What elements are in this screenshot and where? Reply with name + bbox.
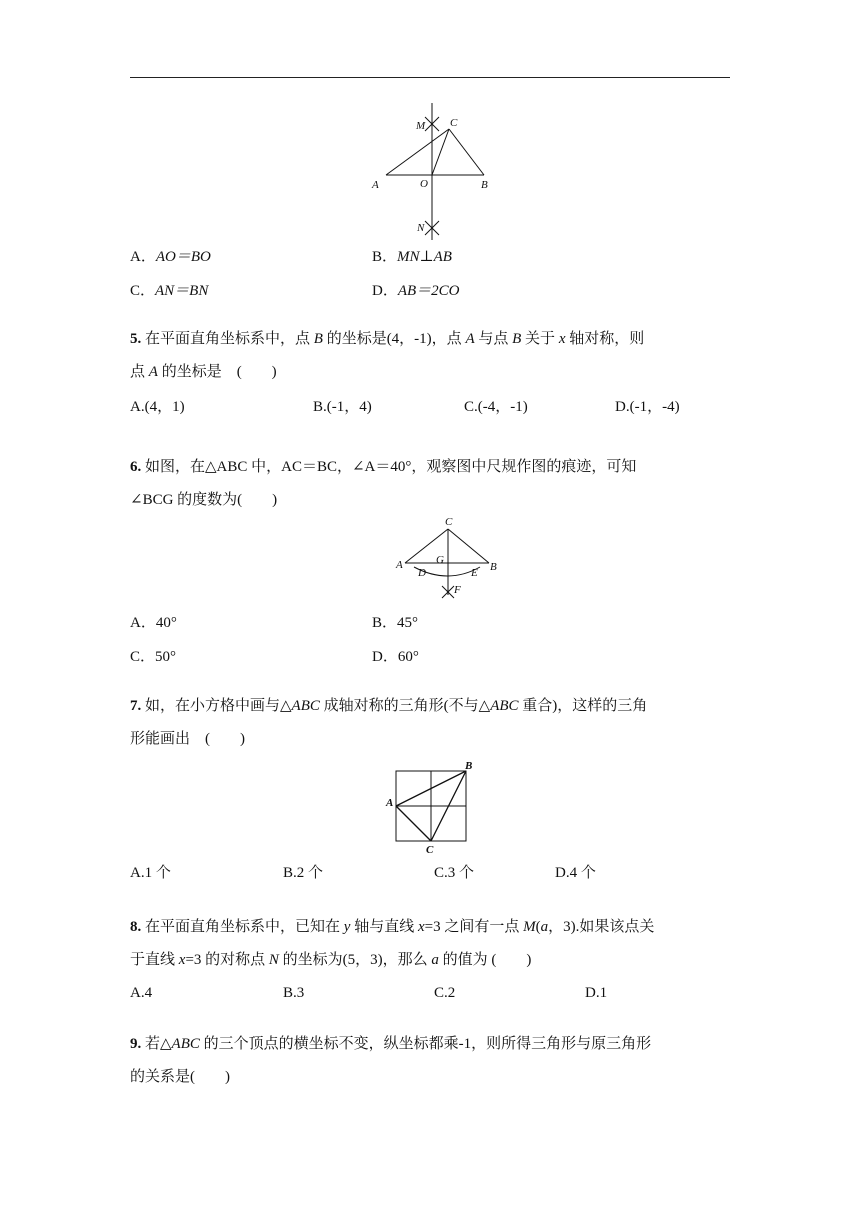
q7-stem-line2: 形能画出 ( ) (130, 731, 245, 747)
q6-stem-line2: ∠BCG 的度数为( ) (130, 492, 278, 508)
label-N: N (417, 222, 425, 234)
q6-option-a[interactable]: A．40° (130, 615, 177, 631)
q9-stem-line2: 的关系是( ) (130, 1069, 230, 1085)
q5-option-c[interactable]: C.(-4，-1) (464, 399, 528, 415)
q6-stem-line1: 6. 如图，在△ABC 中，AC＝BC，∠A＝40°，观察图中尺规作图的痕迹，可知 (130, 459, 637, 475)
q4-option-d[interactable]: D．AB＝2CO (372, 283, 460, 299)
q5-stem-line1: 5. 在平面直角坐标系中，点 B 的坐标是(4，-1)，点 A 与点 B 关于 x 轴对称，则 (130, 331, 645, 347)
label-B: B (481, 179, 488, 191)
q4-option-c[interactable]: C．AN＝BN (130, 283, 209, 299)
label-A-q7: A (386, 797, 394, 809)
label-G-q6: G (436, 554, 444, 566)
q7-stem-line1: 7. 如，在小方格中画与△ABC 成轴对称的三角形(不与△ABC 重合)，这样的三角 (130, 698, 648, 714)
q7-option-d[interactable]: D.4 个 (555, 865, 596, 881)
label-B-q7: B (465, 760, 473, 772)
q7-option-c[interactable]: C.3 个 (434, 865, 475, 881)
q5-stem-line2: 点 A 的坐标是 ( ) (130, 364, 277, 380)
q7-option-a[interactable]: A.1 个 (130, 865, 171, 881)
label-D-q6: D (418, 567, 426, 579)
q5-option-b[interactable]: B.(-1，4) (313, 399, 372, 415)
label-A-q6: A (396, 559, 403, 571)
label-C-q7: C (426, 844, 434, 856)
q8-stem-line1: 8. 在平面直角坐标系中，已知在 y 轴与直线 x=3 之间有一点 M(a，3).如果该点关 (130, 919, 655, 935)
label-F-q6: F (454, 584, 461, 596)
label-C-q6: C (445, 516, 453, 528)
label-A: A (372, 179, 379, 191)
q6-option-d[interactable]: D．60° (372, 649, 419, 665)
label-E-q6: E (471, 567, 478, 579)
q8-option-c[interactable]: C.2 (434, 985, 456, 1001)
q4-option-a[interactable]: A．AO＝BO (130, 249, 211, 265)
q8-option-a[interactable]: A.4 (130, 985, 153, 1001)
q6-option-b[interactable]: B．45° (372, 615, 419, 631)
q8-stem-line2: 于直线 x=3 的对称点 N 的坐标为(5，3)，那么 a 的值为 ( ) (130, 952, 532, 968)
q5-option-d[interactable]: D.(-1，-4) (615, 399, 680, 415)
q7-option-b[interactable]: B.2 个 (283, 865, 324, 881)
q5-option-a[interactable]: A.(4，1) (130, 399, 185, 415)
label-B-q6: B (490, 561, 497, 573)
label-C: C (450, 117, 458, 129)
q8-option-b[interactable]: B.3 (283, 985, 305, 1001)
label-M: M (416, 120, 426, 132)
label-O: O (420, 178, 428, 190)
q4-option-b[interactable]: B．MN⊥AB (372, 249, 452, 265)
q8-option-d[interactable]: D.1 (585, 985, 608, 1001)
q9-stem-line1: 9. 若△ABC 的三个顶点的横坐标不变，纵坐标都乘-1，则所得三角形与原三角形 (130, 1036, 652, 1052)
header-rule (130, 77, 730, 78)
q6-option-c[interactable]: C．50° (130, 649, 177, 665)
